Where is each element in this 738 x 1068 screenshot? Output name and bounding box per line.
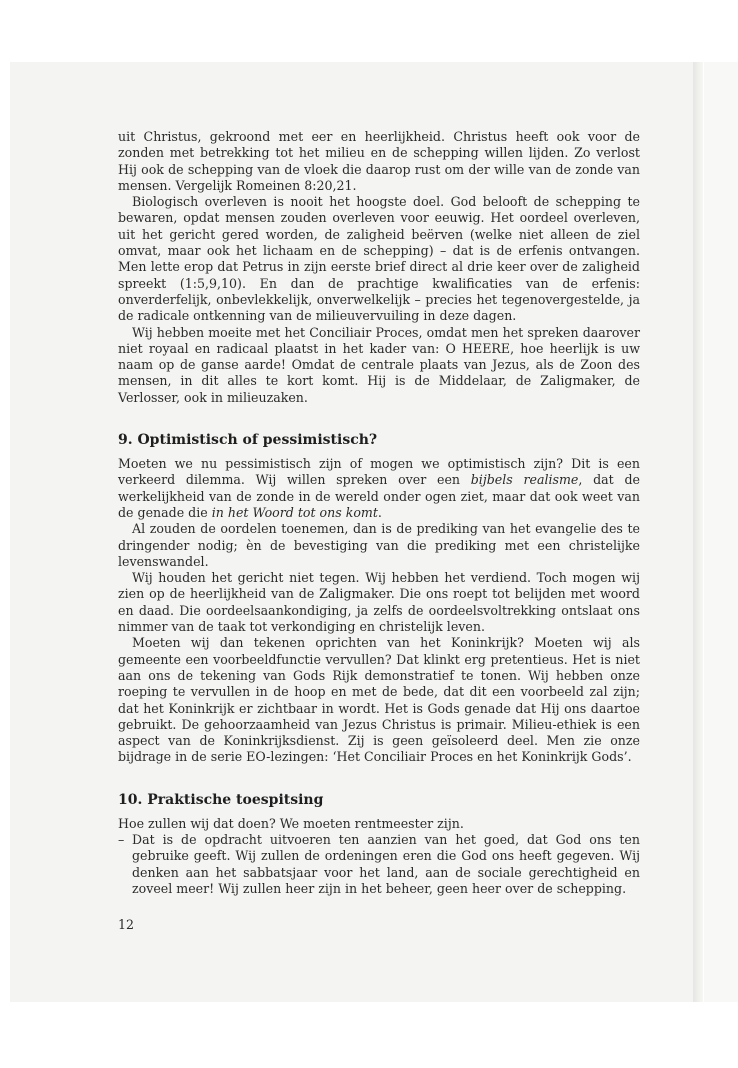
page-number: 12 [118,917,135,932]
page-gutter [693,62,703,1002]
paragraph: Biologisch overleven is nooit het hoogste doel. God belooft de schepping te bewaren, opdat mensen zouden overleven voor eeuwig. Het oordeel overleven, uit het gericht gered worden, de zaligheid beërven (welke niet alleen de ziel omvat, maar ook het lichaam en de schepping) – dat is de erfenis ontvangen. Men lette erop dat Petrus in zijn eerste brief direct al drie keer over de zaligheid spreekt (1:5,9,10). En dan de prachtige kwalificaties van de erfenis: onverderfelijk, onbevlekkelijk, onverwelkelijk – precies het tegenovergestelde, ja de radicale ontkenning van de milieuvervuiling in deze dagen. [118,194,640,324]
list-item: – Dat is de opdracht uitvoeren ten aanzien van het goed, dat God ons ten gebruike geeft. Wij zullen de ordeningen eren die God ons heeft gegeven. Wij denken aan het sabbatsjaar voor het land, aan de sociale gerechtigheid en zoveel meer! Wij zullen heer zijn in het beheer, geen heer over de schepping. [118,832,640,897]
paragraph: Wij hebben moeite met het Conciliair Proces, omdat men het spreken daarover niet royaal en radicaal plaatst in het kader van: O HEERE, hoe heerlijk is uw naam op de ganse aarde! Omdat de centrale plaats van Jezus, als de Zoon des mensen, in dit alles te kort komt. Hij is de Middelaar, de Zaligmaker, de Verlosser, ook in milieuzaken. [118,324,640,405]
paragraph: Al zouden de oordelen toenemen, dan is de prediking van het evangelie des te dringender nodig; èn de bevestiging van die prediking met een christelijke levenswandel. [118,521,640,569]
next-page-edge [704,62,738,1002]
paragraph: Moeten wij dan tekenen oprichten van het Koninkrijk? Moeten wij als gemeente een voorbeeldfunctie vervullen? Dat klinkt erg pretentieus. Het is niet aan ons de tekening van Gods Rijk demonstratief te tonen. Wij hebben onze roeping te vervullen in de hoop en met de bede, dat dit een voorbeeld zal zijn; dat het Koninkrijk er zichtbaar in wordt. Het is Gods genade dat Hij ons daartoe gebruikt. De gehoorzaamheid van Jezus Christus is primair. Milieu-ethiek is een aspect van de Koninkrijksdienst. Zij is geen geïsoleerd deel. Men zie onze bijdrage in de serie EO-lezingen: ‘Het Conciliair Proces en het Koninkrijk Gods’. [118,635,640,765]
body-text [118,129,640,897]
text-run: , dat de werkelijkheid van de zonde in de wereld onder ogen ziet, maar dat ook weet van de genade die [118,472,640,520]
paragraph: uit Christus, gekroond met eer en heerlijkheid. Christus heeft ook voor de zonden met betrekking tot het milieu en de schepping willen lijden. Zo verlost Hij ook de schepping van de vloek die daarop rust om der wille van de zonde van mensen. Vergelijk Romeinen 8:20,21. [118,129,640,193]
paragraph [118,456,640,521]
text-run: Moeten we nu pessimistisch zijn of mogen we optimistisch zijn? Dit is een verkeerd dilemma. Wij willen spreken over een [118,456,640,488]
text-run: . [377,504,382,520]
paragraph: Hoe zullen wij dat doen? We moeten rentmeester zijn. [118,815,464,831]
section-9-heading: 9. Optimistisch of pessimistisch? [118,432,378,449]
dash-list [118,832,640,897]
section-10-heading: 10. Praktische toespitsing [118,791,324,808]
paragraph: Wij houden het gericht niet tegen. Wij hebben het verdiend. Toch mogen wij zien op de heerlijkheid van de Zaligmaker. Die ons roept tot belijden met woord en daad. Die oordeelsaankondiging, ja zelfs de oordeelsvoltrekking ontslaat ons nimmer van de taak tot verkondiging en christelijk leven. [118,570,640,635]
emphasis: in het Woord tot ons komt [211,504,378,520]
emphasis: bijbels realisme [470,472,579,488]
